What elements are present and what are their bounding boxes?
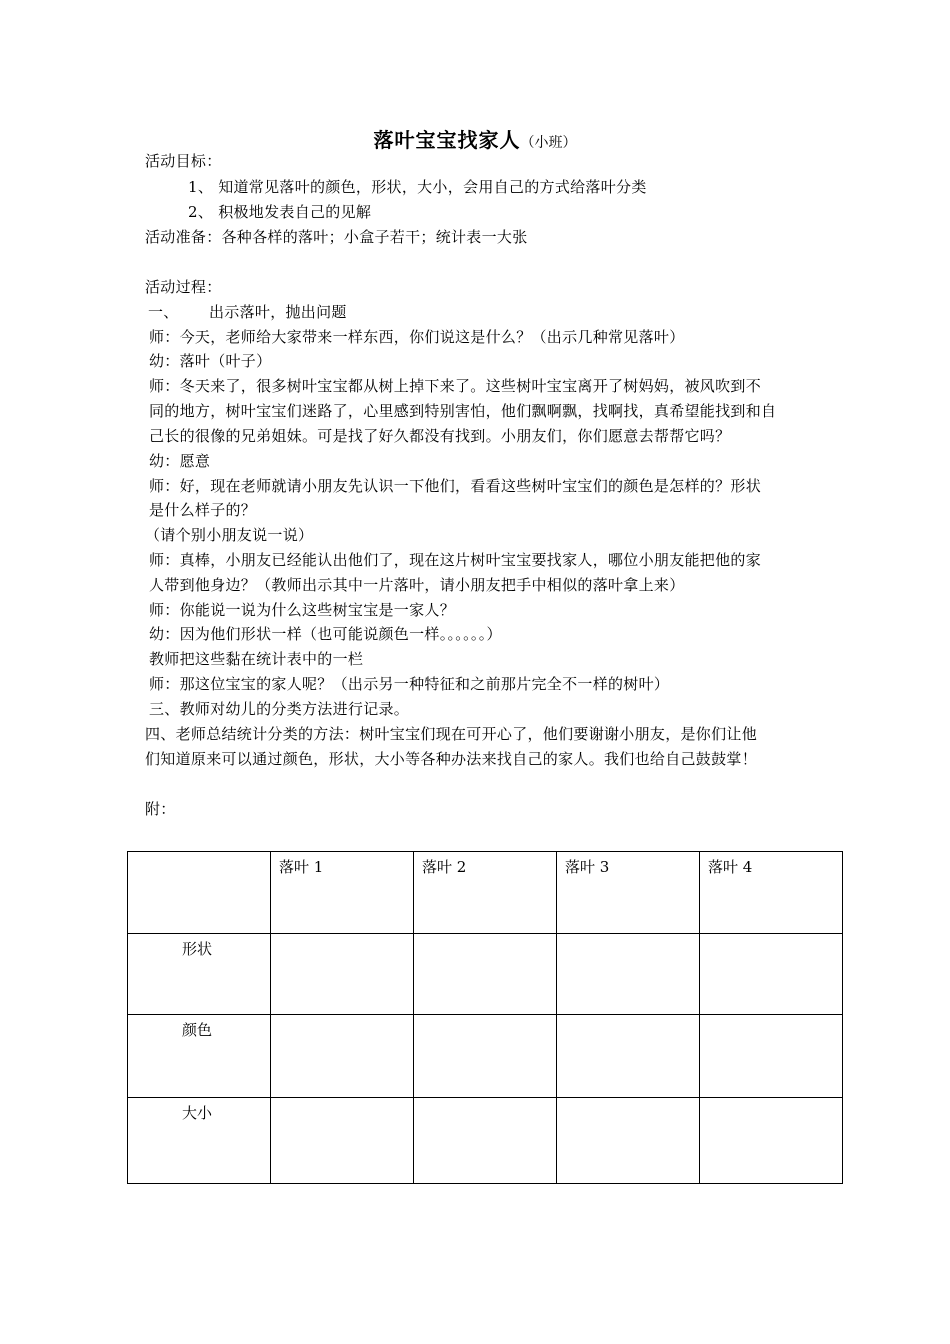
document-title [0, 124, 950, 153]
table-cell [700, 1015, 843, 1098]
table-cell [700, 934, 843, 1015]
table-cell [414, 1015, 557, 1098]
preparation-text: 活动准备：各种各样的落叶；小盒子若干；统计表一大张 [145, 228, 528, 246]
process-line: 师：好，现在老师就请小朋友先认识一下他们，看看这些树叶宝宝们的颜色是怎样的？形状 [149, 477, 762, 495]
column-header-leaf-2: 落叶 2 [414, 852, 557, 934]
process-line: 人带到他身边？（教师出示其中一片落叶，请小朋友把手中相似的落叶拿上来） [149, 576, 685, 594]
row-header-color: 颜色 [128, 1015, 271, 1098]
title-subtitle: （小班） [520, 135, 577, 151]
process-heading: 活动过程： [145, 278, 222, 296]
table-cell [414, 934, 557, 1015]
process-line: 同的地方，树叶宝宝们迷路了，心里感到特别害怕，他们飘啊飘，找啊找，真希望能找到和自 [149, 402, 777, 420]
process-line: 己长的很像的兄弟姐妹。可是找了好久都没有找到。小朋友们，你们愿意去帮帮它吗？ [149, 427, 731, 445]
process-line: （请个别小朋友说一说） [145, 526, 314, 544]
process-line: 四、老师总结统计分类的方法：树叶宝宝们现在可开心了，他们要谢谢小朋友，是你们让他 [145, 725, 758, 743]
table-header-row [128, 852, 843, 934]
column-header-leaf-4: 落叶 4 [700, 852, 843, 934]
table-cell [557, 1015, 700, 1098]
row-header-size: 大小 [128, 1098, 271, 1184]
process-line: 是什么样子的？ [149, 501, 257, 519]
process-line: 们知道原来可以通过颜色，形状，大小等各种办法来找自己的家人。我们也给自己鼓鼓掌！ [145, 750, 758, 768]
process-line: 师：你能说一说为什么这些树宝宝是一家人？ [149, 601, 456, 619]
column-header-leaf-1: 落叶 1 [271, 852, 414, 934]
column-header-leaf-3: 落叶 3 [557, 852, 700, 934]
row-header-shape: 形状 [128, 934, 271, 1015]
process-line: 三、教师对幼儿的分类方法进行记录。 [149, 700, 410, 718]
process-line: 师：真棒，小朋友已经能认出他们了，现在这片树叶宝宝要找家人，哪位小朋友能把他的家 [149, 551, 762, 569]
process-line: 幼：愿意 [149, 452, 211, 470]
process-line: 幼：落叶（叶子） [149, 352, 272, 370]
table-cell [271, 1098, 414, 1184]
table-row [128, 1098, 843, 1184]
table-cell [700, 1098, 843, 1184]
table-row [128, 1015, 843, 1098]
process-line: 教师把这些黏在统计表中的一栏 [149, 650, 364, 668]
goals-heading: 活动目标： [145, 152, 222, 170]
statistics-table [127, 851, 843, 1184]
title-main: 落叶宝宝找家人 [373, 128, 521, 152]
process-line: 师：那这位宝宝的家人呢？（出示另一种特征和之前那片完全不一样的树叶） [149, 675, 670, 693]
process-line: 师：冬天来了，很多树叶宝宝都从树上掉下来了。这些树叶宝宝离开了树妈妈，被风吹到不 [149, 377, 762, 395]
process-line: 一、 出示落叶，抛出问题 [148, 303, 347, 321]
appendix-label: 附： [145, 800, 176, 818]
table-cell [557, 934, 700, 1015]
table-cell [271, 1015, 414, 1098]
process-line: 师：今天，老师给大家带来一样东西，你们说这是什么？（出示几种常见落叶） [149, 328, 685, 346]
goal-item: 1、 知道常见落叶的颜色，形状，大小，会用自己的方式给落叶分类 [188, 178, 647, 196]
table-cell [414, 1098, 557, 1184]
table-corner-cell [128, 852, 271, 934]
process-line: 幼：因为他们形状一样（也可能说颜色一样。。。。。。） [149, 625, 502, 643]
table-cell [557, 1098, 700, 1184]
table-row [128, 934, 843, 1015]
goal-item: 2、 积极地发表自己的见解 [188, 203, 372, 221]
table-cell [271, 934, 414, 1015]
